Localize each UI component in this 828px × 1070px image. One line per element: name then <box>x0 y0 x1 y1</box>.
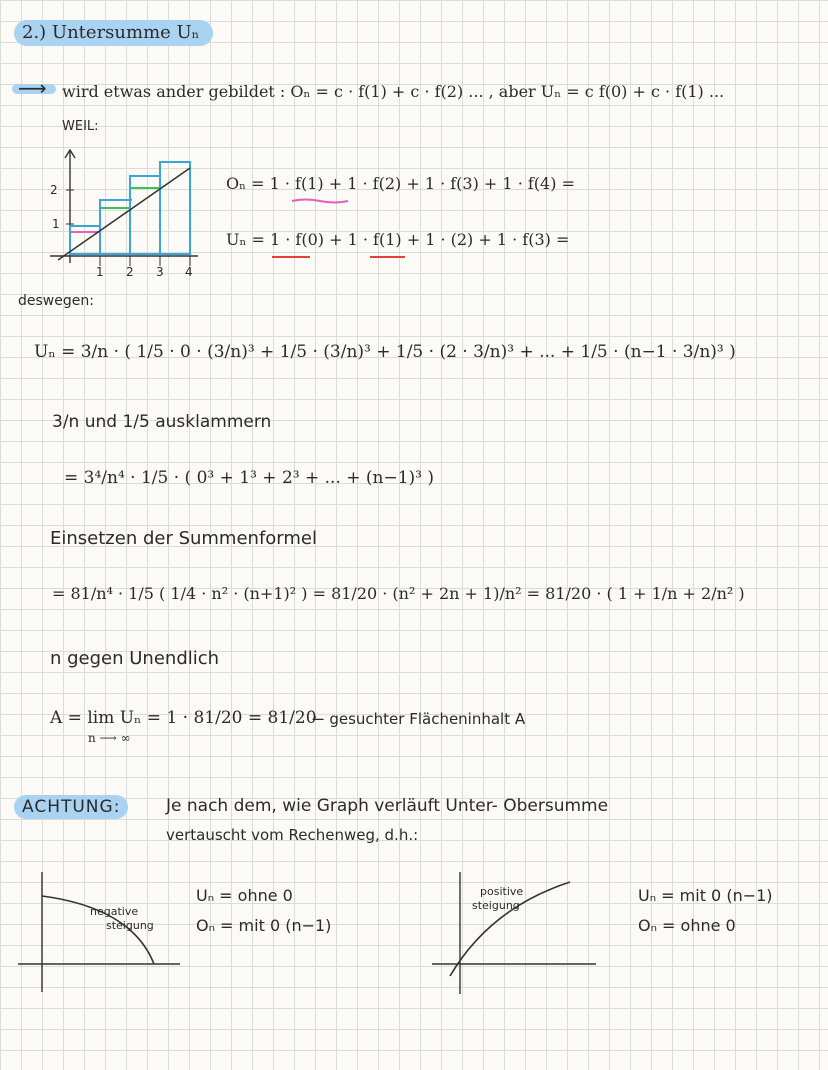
page-title: 2.) Untersumme Uₙ <box>14 20 213 46</box>
pos-un-rule: Uₙ = mit 0 (n−1) <box>638 886 773 905</box>
sketch-x-tick: 2 <box>126 265 134 279</box>
weil-label: WEIL: <box>62 119 99 134</box>
arrow-icon: ⟶ <box>18 76 47 100</box>
un-sum-formula: Uₙ = 3/n · ( 1/5 · 0 · (3/n)³ + 1/5 · (3/n)³ + 1/5 · (2 · 3/n)³ + ... + 1/5 · (n−1 · 3/n)³ ) <box>34 342 736 362</box>
achtung-line-2: vertauscht vom Rechenweg, d.h.: <box>166 826 419 844</box>
pos-on-rule: Oₙ = ohne 0 <box>638 916 736 935</box>
ausklammern-text: 3/n und 1/5 ausklammern <box>52 412 272 432</box>
on-expression: Oₙ = 1 · f(1) + 1 · f(2) + 1 · f(3) + 1 · f(4) = <box>226 174 575 193</box>
step-sketch <box>40 148 200 278</box>
negative-slope-graph <box>12 868 182 998</box>
sketch-x-tick: 3 <box>156 265 164 279</box>
positive-label: positive <box>480 885 524 898</box>
intro-line: wird etwas ander gebildet : Oₙ = c · f(1) + c · f(2) ... , aber Uₙ = c f(0) + c · f(1) ... <box>62 82 725 101</box>
limit-formula: A = lim Uₙ = 1 · 81/20 = 81/20 <box>50 708 317 728</box>
achtung-line-1: Je nach dem, wie Graph verläuft Unter- Obersumme <box>166 796 609 816</box>
neg-un-rule: Uₙ = ohne 0 <box>196 886 293 905</box>
sketch-y-tick: 2 <box>50 183 58 197</box>
neg-on-rule: Oₙ = mit 0 (n−1) <box>196 916 332 935</box>
sketch-y-tick: 1 <box>52 217 60 231</box>
un-expression: Uₙ = 1 · f(0) + 1 · f(1) + 1 · (2) + 1 · f(3) = <box>226 230 570 249</box>
negative-label: negative <box>90 905 139 918</box>
limit-subscript: n ⟶ ∞ <box>88 731 131 745</box>
red-underline <box>270 254 410 260</box>
gegen-text: n gegen Unendlich <box>50 648 220 669</box>
sketch-x-tick: 4 <box>185 265 193 279</box>
deswegen-label: deswegen: <box>18 293 94 309</box>
summen-formula: = 81/n⁴ · 1/5 ( 1/4 · n² · (n+1)² ) = 81/20 · (n² + 2n + 1)/n² = 81/20 · ( 1 + 1/n + 2/n² ) <box>52 584 745 603</box>
limit-note: ↼ gesuchter Flächeninhalt A <box>312 710 526 728</box>
achtung-label: ACHTUNG: <box>14 795 128 819</box>
sketch-x-tick: 1 <box>96 265 104 279</box>
positive-label: steigung <box>472 899 520 912</box>
einsetzen-text: Einsetzen der Summenformel <box>50 528 317 549</box>
negative-label: steigung <box>106 919 154 932</box>
factored-formula: = 3⁴/n⁴ · 1/5 · ( 0³ + 1³ + 2³ + ... + (n−1)³ ) <box>64 468 435 488</box>
pink-underline <box>290 198 350 204</box>
